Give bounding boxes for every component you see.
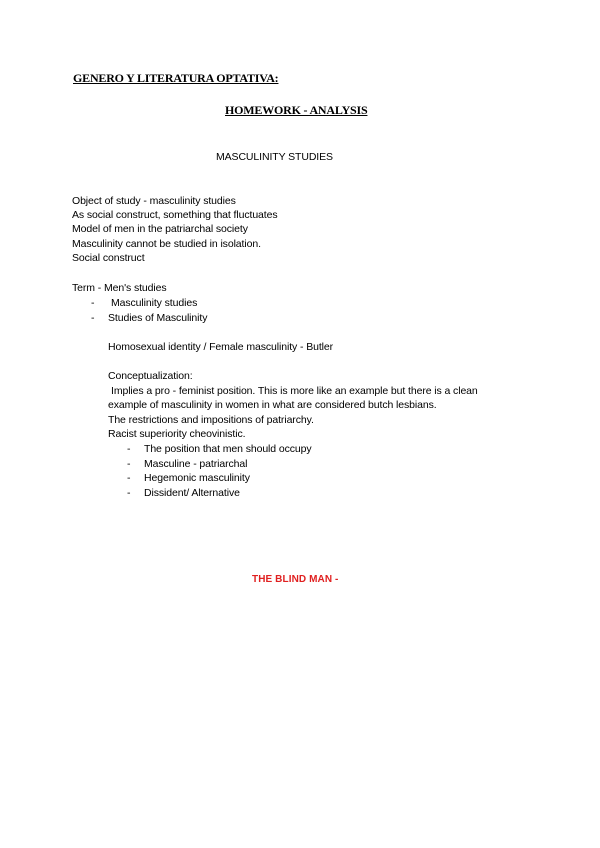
bullet-dash: - [127,472,131,484]
conceptualization-item: The position that men should occupy [144,443,312,455]
conceptualization-item: Dissident/ Alternative [144,487,240,499]
bullet-dash: - [91,312,95,324]
term-label: Term - Men's studies [72,282,167,294]
bullet-dash: - [127,443,131,455]
section-title: THE BLIND MAN - [252,574,339,585]
conceptualization-item: Hegemonic masculinity [144,472,250,484]
conceptualization-line: example of masculinity in women in what are considered butch lesbians. [108,399,437,411]
bullet-dash: - [91,297,95,309]
intro-line: Model of men in the patriarchal society [72,223,248,235]
intro-line: Object of study - masculinity studies [72,195,236,207]
identity-line: Homosexual identity / Female masculinity - Butler [108,341,334,353]
intro-line: As social construct, something that fluctuates [72,209,278,221]
conceptualization-heading: Conceptualization: [108,370,193,382]
conceptualization-item: Masculine - patriarchal [144,458,248,470]
conceptualization-line: Racist superiority cheovinistic. [108,428,246,440]
intro-line: Masculinity cannot be studied in isolation. [72,238,261,250]
course-title: GENERO Y LITERATURA OPTATIVA: [73,71,279,85]
bullet-dash: - [127,487,131,499]
term-item: Studies of Masculinity [108,312,208,324]
bullet-dash: - [127,458,131,470]
topic-heading: MASCULINITY STUDIES [216,151,333,163]
conceptualization-line: Implies a pro - feminist position. This is more like an example but there is a clean [111,385,478,397]
conceptualization-line: The restrictions and impositions of patriarchy. [108,414,314,426]
term-item: Masculinity studies [111,297,198,309]
assignment-title: HOMEWORK - ANALYSIS [225,103,368,117]
intro-line: Social construct [72,252,145,264]
